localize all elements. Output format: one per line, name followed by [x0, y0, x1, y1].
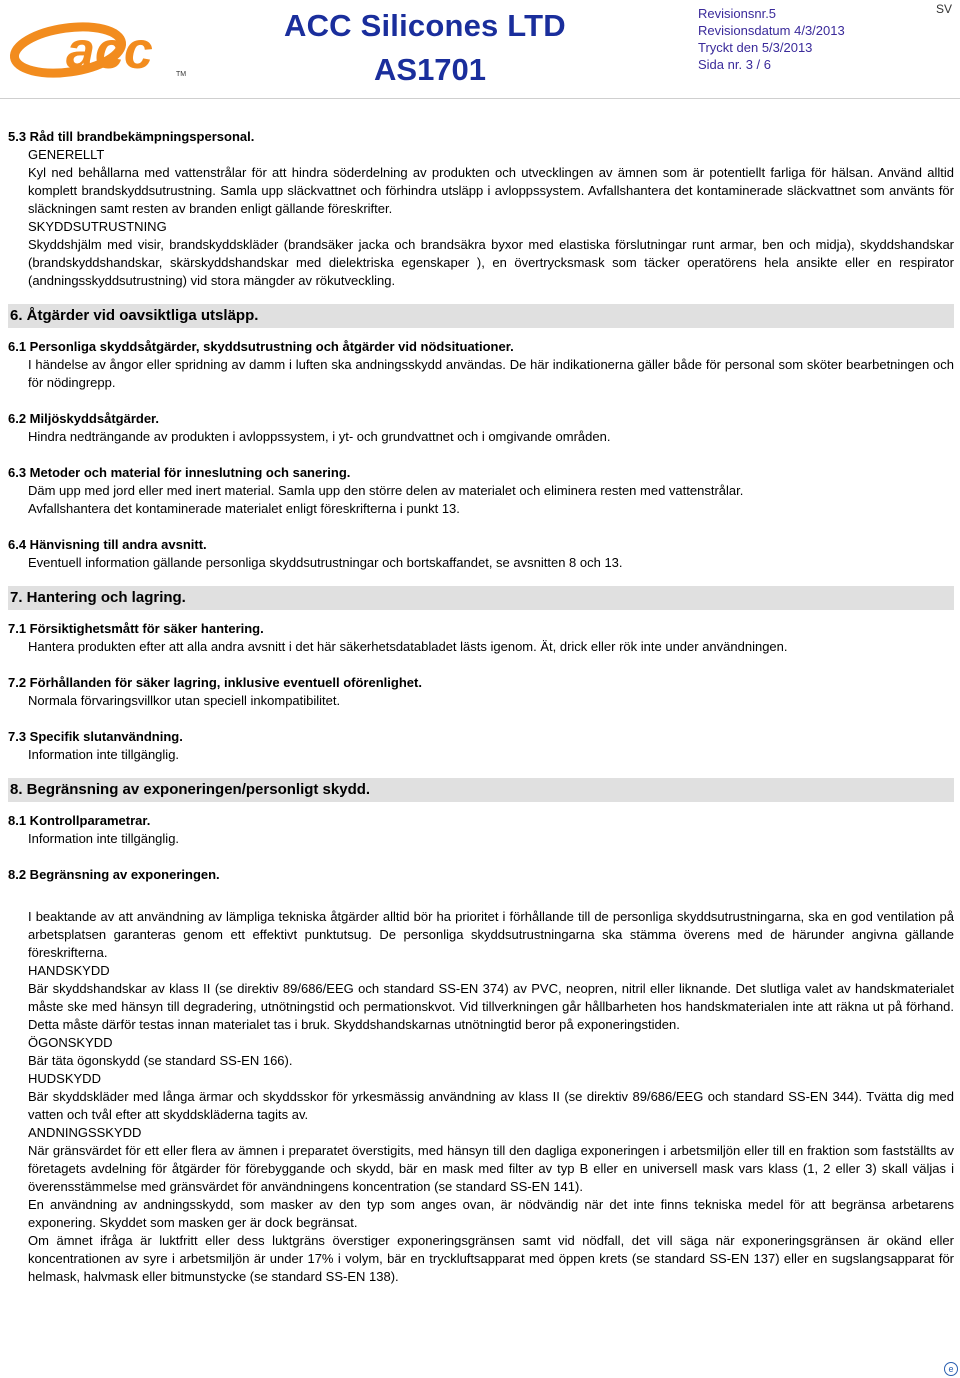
logo-text: acc	[66, 22, 153, 80]
language-code: SV	[936, 2, 953, 16]
section-7-title: 7. Hantering och lagring.	[8, 586, 954, 610]
skin-protection-text: Bär skyddskläder med långa ärmar och skyddsskor för yrkesmässig användning av klass II (se direktiv 89/686/EEG och standard SS-EN 344). Tvätta dig med vatten och tvål efter att skyddskläderna tagits av.	[28, 1089, 954, 1122]
section-8-title: 8. Begränsning av exponeringen/personligt skydd.	[8, 778, 954, 802]
exposure-intro-text: I beaktande av att användning av lämpliga tekniska åtgärder alltid bör ha prioritet i förhållande till de personliga skyddsutrustningarna, ska en god ventilation på arbetsplatsen garanteras genom ett effektivt punktutsug. De personliga skyddsutrustningarna ska stämma överens med de härunder angivna gällande föreskrifterna.	[28, 909, 954, 960]
protective-equipment-text: Skyddshjälm med visir, brandskyddskläder (brandsäker jacka och brandsäkra byxor med elastiska förslutningar runt armar, ben och midja), skyddshandskar (brandskyddshandskar, skärskyddshandskar med dielektriska egenskaper ), en övertrycksmask som täcker operatörens hela ansikte eller en respirator (andningsskyddsutrustning) vid stora mängder av rökutveckling.	[28, 237, 954, 288]
eye-protection-heading: ÖGONSKYDD	[28, 1035, 113, 1050]
respiratory-protection-text-1: När gränsvärdet för ett eller flera av ämnen i preparatet överstigits, med hänsyn till den dagliga exponeringen i arbetsmiljön eller till en fraktion som fastställts av företagets avdelning för åtgärder för förebyggande och skydd, bär en mask med filter av typ B eller en universell mask vars klass (1, 2 eller 3) skall väljas i överensstämmelse med gränsvärdet för användningens koncentration (se standard SS-EN 141).	[28, 1143, 954, 1194]
section-7-1-title: 7.1 Försiktighetsmått för säker hantering.	[8, 621, 264, 636]
section-7-1-text: Hantera produkten efter att alla andra avsnitt i det här säkerhetsdatabladet lästs igenom. Ät, drick eller rök inte under användningen.	[28, 639, 788, 654]
section-6-3-text-1: Däm upp med jord eller med inert material. Samla upp den större delen av materialet och eliminera resten med vattenstrålar.	[28, 483, 744, 498]
product-code: AS1701	[374, 52, 487, 87]
section-7-3-text: Information inte tillgänglig.	[28, 747, 180, 762]
section-6-2-text: Hindra nedträngande av produkten i avloppssystem, i yt- och grundvattnet och i omgivande områden.	[28, 429, 611, 444]
section-8-2-title: 8.2 Begränsning av exponeringen.	[8, 867, 220, 882]
section-6-1-text: I händelse av ångor eller spridning av damm i luften ska andningsskydd användas. De här indikationerna gäller både för personal som sköter bearbetningen och för nödingrepp.	[28, 357, 954, 390]
document-body	[8, 128, 954, 1286]
section-6-2-title: 6.2 Miljöskyddsåtgärder.	[8, 411, 160, 426]
respiratory-protection-text-3: Om ämnet ifråga är luktfritt eller dess luktgräns överstiger exponeringsgränsen samt vid nödfall, det vill säga när exponeringsgränsen är okänd eller koncentrationen av syre i arbetsmiljön är under 17% i volym, bär en tryckluftsapparat med öppen krets (se standard SS-EN 137) eller en sugslangsapparat för helmask, halvmask eller bitmunstycke (se standard SS-EN 138).	[28, 1233, 954, 1284]
footer-mark-icon: e	[944, 1362, 958, 1376]
section-6-3-title: 6.3 Metoder och material för inneslutning och sanering.	[8, 465, 351, 480]
hand-protection-heading: HANDSKYDD	[28, 963, 110, 978]
skin-protection-heading: HUDSKYDD	[28, 1071, 101, 1086]
document-header	[0, 0, 960, 100]
header-divider	[0, 98, 960, 99]
revision-info	[698, 5, 845, 73]
section-7-2-text: Normala förvaringsvillkor utan speciell inkompatibilitet.	[28, 693, 341, 708]
revision-number: Revisionsnr.5	[698, 6, 777, 21]
section-7-2-title: 7.2 Förhållanden för säker lagring, inklusive eventuell oförenlighet.	[8, 675, 422, 690]
revision-date: Revisionsdatum 4/3/2013	[698, 23, 845, 38]
company-name: ACC Silicones LTD	[284, 8, 566, 43]
section-5-3-title: 5.3 Råd till brandbekämpningspersonal.	[8, 129, 255, 144]
section-6-1-title: 6.1 Personliga skyddsåtgärder, skyddsutrustning och åtgärder vid nödsituationer.	[8, 339, 514, 354]
section-8-1-title: 8.1 Kontrollparametrar.	[8, 813, 151, 828]
acc-logo	[8, 10, 208, 82]
section-6-4-text: Eventuell information gällande personliga skyddsutrustningar och bortskaffandet, se avsnitten 8 och 13.	[28, 555, 623, 570]
section-8-1-text: Information inte tillgänglig.	[28, 831, 180, 846]
section-7-3-title: 7.3 Specifik slutanvändning.	[8, 729, 183, 744]
logo-tm: TM	[176, 71, 187, 78]
general-text: Kyl ned behållarna med vattenstrålar för att hindra söderdelning av produkten och utvecklingen av ämnen som är potentiellt farliga för hälsan. Använd alltid komplett brandskyddsutrustning. Samla upp släckvattnet och förhindra utsläpp i avloppssystem. Avfallshantera det kontaminerade släckvattnet som använts för släckningen samt resten av branden enligt gällande föreskrifter.	[28, 165, 954, 216]
print-date: Tryckt den 5/3/2013	[698, 40, 813, 55]
hand-protection-text: Bär skyddshandskar av klass II (se direktiv 89/686/EEG och standard SS-EN 374) av PVC, neopren, nitril eller liknande. Det slutliga valet av handskmaterialet måste ske med hänsyn till degradering, utnötningstid och permationskvot. Vid tillverkningen går hållbarheten hos handskmaterialen inte att räkna ut på förhand. Detta måste därför testas innan materialet tas i bruk. Skyddshandskarnas utnötningtid beror på exponeringstiden.	[28, 981, 954, 1032]
page-number: Sida nr. 3 / 6	[698, 57, 771, 72]
protective-equipment-heading: SKYDDSUTRUSTNING	[28, 219, 167, 234]
section-6-4-title: 6.4 Hänvisning till andra avsnitt.	[8, 537, 207, 552]
respiratory-protection-text-2: En användning av andningsskydd, som masker av den typ som anges ovan, är nödvändig när det inte finns tekniska medel för att begränsa arbetarens exponering. Skyddet som masken ger är dock begränsat.	[28, 1197, 954, 1230]
section-6-title: 6. Åtgärder vid oavsiktliga utsläpp.	[8, 304, 954, 328]
respiratory-protection-heading: ANDNINGSSKYDD	[28, 1125, 142, 1140]
section-6-3-text-2: Avfallshantera det kontaminerade materialet enligt föreskrifterna i punkt 13.	[28, 501, 460, 516]
general-heading: GENERELLT	[28, 147, 105, 162]
eye-protection-text: Bär täta ögonskydd (se standard SS-EN 166).	[28, 1053, 293, 1068]
